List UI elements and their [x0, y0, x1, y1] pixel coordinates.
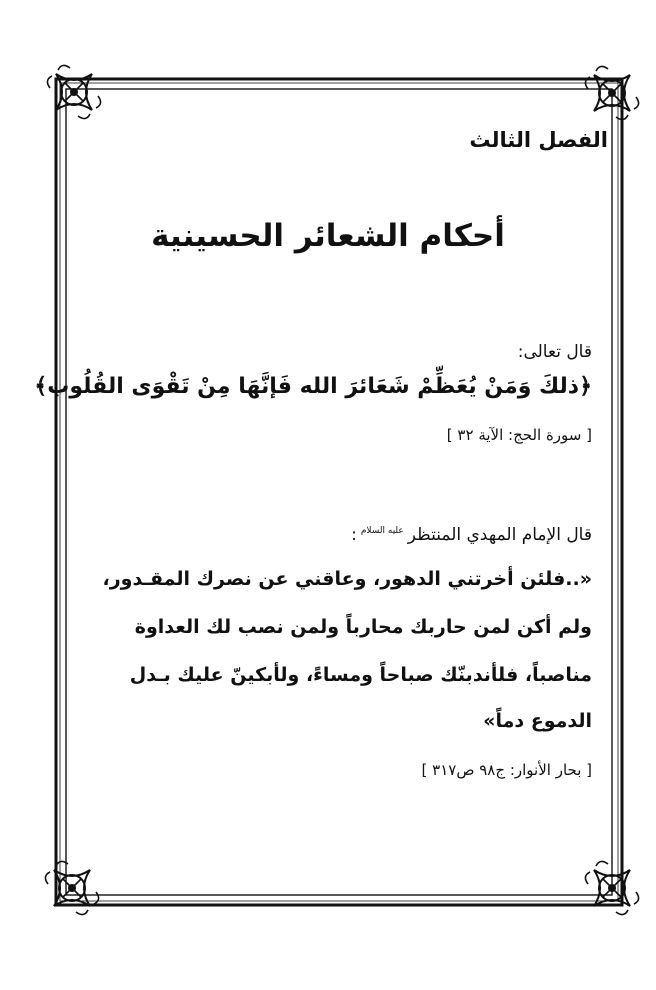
- quote2-intro-text: قال الإمام المهدي المنتظر: [407, 525, 592, 545]
- quote2-source: [ بحار الأنوار: ج٩٨ ص٣١٧ ]: [421, 761, 592, 779]
- corner-ornament-icon-bottom-left: [45, 861, 98, 914]
- quote2-intro: [351, 525, 592, 545]
- quote2-line: ولم أكن لمن حاربك محارباً ولمن نصب لك العداوة: [134, 616, 592, 638]
- quote1-intro: قال تعالى:: [517, 342, 592, 362]
- quran-verse: ﴿ذلكَ وَمَنْ يُعَظِّمْ شَعَائرَ الله فَإنَّهَا مِنْ تَقْوَى القُلُوب﴾: [34, 374, 592, 399]
- salutation-seal: عليه السلام: [360, 526, 404, 537]
- chapter-label: الفصل الثالث: [469, 128, 608, 152]
- chapter-title: أحكام الشعائر الحسينية: [151, 218, 505, 254]
- quote2-line: مناصباً، فلأندبنّك صباحاً ومساءً، ولأبكينّ عليك بـدل: [129, 664, 592, 686]
- quote1-source: [ سورة الحج: الآية ٣٢ ]: [446, 426, 592, 444]
- quote2-line: «..فلئن أخرتني الدهور، وعاقني عن نصرك المقـدور،: [102, 568, 592, 590]
- quote2-line: الدموع دماً»: [483, 710, 592, 732]
- quote2-intro-colon: :: [351, 525, 357, 545]
